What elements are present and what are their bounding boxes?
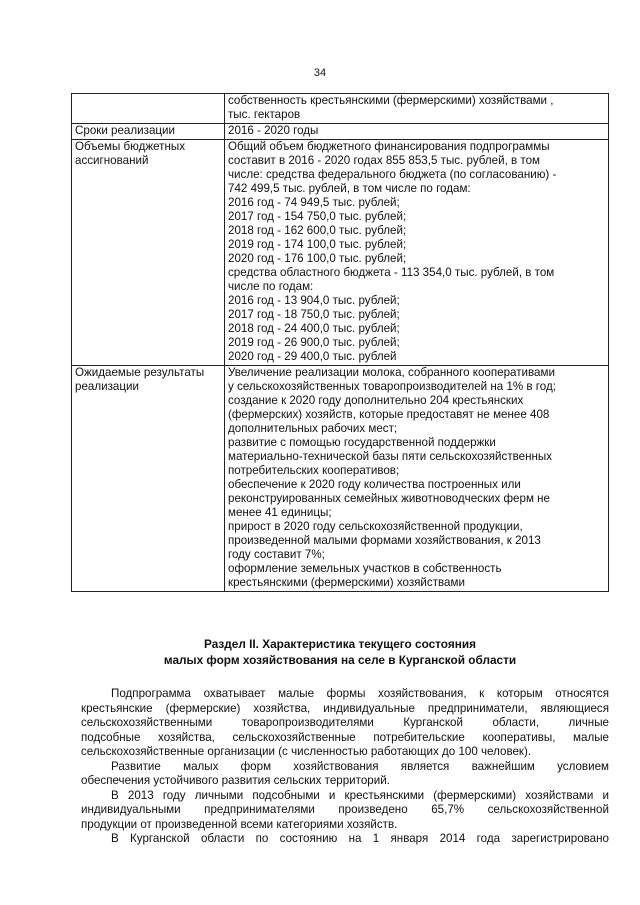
value-line: 2016 год - 74 949,5 тыс. рублей; [228, 196, 400, 209]
value-line: 742 499,5 тыс. рублей, в том числе по годам: [228, 182, 471, 195]
label-line: ассигнований [75, 154, 149, 167]
section-heading-line: малых форм хозяйствования на селе в Курганской области [163, 653, 517, 667]
table-label-cell [72, 366, 225, 592]
value-line: году составит 7%; [228, 548, 325, 561]
paragraph [81, 760, 609, 789]
page-number: 34 [313, 67, 327, 79]
text-line: крестьянские (фермерские) хозяйства, индивидуальные предприниматели, являющиеся [81, 701, 609, 715]
value-line: 2020 год - 29 400,0 тыс. рублей [228, 350, 397, 363]
text-line: сельскохозяйственные организации (с численностью работающих до 100 человек). [81, 745, 532, 758]
table-label-cell [72, 94, 225, 124]
text-line: сельскохозяйственными товаропроизводителями Курганской области, личные [81, 716, 609, 729]
value-line: 2019 год - 26 900,0 тыс. рублей; [228, 336, 400, 349]
paragraph [81, 789, 609, 833]
table-label-cell [72, 140, 225, 366]
value-line: средства областного бюджета - 113 354,0 тыс. рублей, в том [228, 266, 555, 279]
table-value-cell [225, 94, 609, 124]
value-line: 2018 год - 24 400,0 тыс. рублей; [228, 322, 400, 335]
value-line: тыс. гектаров [228, 108, 301, 121]
table-value-cell [225, 366, 609, 592]
table-label-cell [72, 124, 225, 140]
value-line: 2019 год - 174 100,0 тыс. рублей; [228, 238, 407, 251]
value-line: дополнительных рабочих мест; [228, 422, 398, 435]
text-line: подсобные хозяйства, сельскохозяйственные потребительские кооперативы, малые [81, 730, 609, 744]
value-line: числе по годам: [228, 280, 314, 293]
label-line: Объемы бюджетных [75, 140, 185, 153]
value-line: реконструированных семейных животноводческих ферм не [228, 492, 550, 505]
value-line: Общий объем бюджетного финансирования подпрограммы [228, 140, 550, 153]
text-line: индивидуальными предпринимателями произведено 65,7% сельскохозяйственной [81, 803, 609, 816]
value-line: создание к 2020 году дополнительно 204 крестьянских [228, 394, 524, 407]
label-line: Сроки реализации [75, 124, 175, 137]
label-line: реализации [75, 380, 139, 393]
value-line: собственность крестьянскими (фермерскими) хозяйствами , [228, 94, 554, 107]
table-value-cell [225, 140, 609, 366]
body-text [81, 687, 609, 847]
value-line: прирост в 2020 году сельскохозяйственной продукции, [228, 520, 523, 533]
value-line: 2018 год - 162 600,0 тыс. рублей; [228, 224, 407, 237]
paragraph [81, 832, 609, 847]
value-line: числе: средства федерального бюджета (по согласованию) - [228, 168, 557, 181]
value-line: 2017 год - 18 750,0 тыс. рублей; [228, 308, 400, 321]
value-line: материально-технической базы пяти сельскохозяйственных [228, 450, 553, 463]
value-line: развитие с помощью государственной поддержки [228, 436, 496, 449]
section-heading-line: Раздел II. Характеристика текущего состояния [204, 637, 476, 651]
value-line: потребительских кооперативов; [228, 464, 400, 477]
value-line: 2020 год - 176 100,0 тыс. рублей; [228, 252, 407, 265]
text-line: В Курганской области по состоянию на 1 января 2014 года зарегистрировано [111, 832, 609, 845]
value-line: 2016 - 2020 годы [228, 124, 319, 137]
table-row [72, 94, 609, 124]
value-line: обеспечение к 2020 году количества построенных или [228, 478, 521, 491]
value-line: произведенной малыми формами хозяйствования, к 2013 [228, 534, 541, 547]
section-heading [71, 636, 609, 668]
subprogram-passport-table [71, 93, 609, 592]
text-line: В 2013 году личными подсобными и крестьянскими (фермерскими) хозяйствами и [111, 788, 609, 802]
value-line: у сельскохозяйственных товаропроизводителей на 1% в год; [228, 380, 556, 393]
value-line: крестьянскими (фермерскими) хозяйствами [228, 576, 465, 589]
text-line: продукции от произведенной всеми категориями хозяйств. [81, 817, 398, 831]
value-line: (фермерских) хозяйств, которые предоставят не менее 408 [228, 408, 550, 421]
value-line: составит в 2016 - 2020 годах 855 853,5 тыс. рублей, в том [228, 154, 541, 167]
value-line: 2017 год - 154 750,0 тыс. рублей; [228, 210, 407, 223]
text-line: Подпрограмма охватывает малые формы хозяйствования, к которым относятся [111, 687, 609, 700]
table-row [72, 366, 609, 592]
value-line: 2016 год - 13 904,0 тыс. рублей; [228, 294, 400, 307]
value-line: менее 41 единицы; [228, 506, 332, 519]
table-row [72, 140, 609, 366]
text-line: Развитие малых форм хозяйствования является важнейшим условием [111, 759, 609, 773]
text-line: обеспечения устойчивого развития сельских территорий. [81, 774, 390, 787]
table-row [72, 124, 609, 140]
value-line: оформление земельных участков в собственность [228, 562, 502, 575]
paragraph [81, 687, 609, 760]
label-line: Ожидаемые результаты [75, 366, 205, 379]
table-value-cell [225, 124, 609, 140]
value-line: Увеличение реализации молока, собранного кооперативами [228, 366, 555, 379]
